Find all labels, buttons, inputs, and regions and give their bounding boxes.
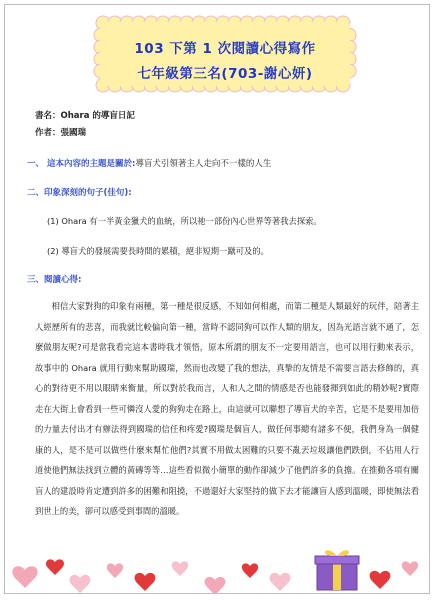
quote-2: (2) 導盲犬的發展需要長時間的累積，絕非短期一蹴可及的。 — [47, 246, 269, 256]
title-line-2: 七年級第三名(703-謝心妍) — [137, 66, 313, 82]
document-page — [4, 4, 430, 594]
quote-1: (1) Ohara 有一半黃金獵犬的血統，所以祂一部份內心世界等著我去探索。 — [47, 216, 322, 226]
book-title: 書名：Ohara 的導盲日記 — [35, 111, 135, 121]
heart-icon — [12, 566, 37, 588]
essay-paragraph: 相信大家對狗的印象有兩種，第一種是很反感，不知如何相處，而第二種是人類最好的玩伴，陪著主人經歷所有的悲喜，而我就比較偏向第一種，當時不認同狗可以作人類的朋友，因為光語言就不通了，怎麼做朋友呢?可是當我看完這本書時我才領悟，原本所謂的朋友不一定要用語言，也可以用行動來表示，故事中的 Ohara 就用行動來幫助國瑞，然而也改變了我的想法，真摯的友情是不需要言語去修飾的，真心的對待更不用以眼睛來衡量，所以對於我而言，人和人之間的情感是否也能發揮到如此的精妙呢?實際走在大街上會看到一些可憐沒人愛的狗狗走在路上，由這就可以聯想了導盲犬的辛苦，它是不是要用加倍的力量去付出才有辦法得到國瑞的信任和疼愛?國瑞是個盲人，做任何事總有諸多不便，我們身為一個健康的人，是不是可以做些什麼來幫忙他們?其實不用做太困難的只要不亂丟垃圾讓他們跌倒，不佔用人行道使他們無法找到立體的黃磚等等…這些看似微小簡單的動作卻減少了他們許多的負擔。在推動各項有關盲人的建設時肯定遭到許多的困難和阻撓，不過還好大家堅持的做下去才能讓盲人感到溫暖，即使無法看到世上的美，卻可以感受到事間的溫暖。 — [35, 301, 419, 516]
hearts-decoration-icon — [5, 540, 430, 594]
section-1-answer: 導盲犬引領著主人走向不一樣的人生 — [135, 159, 272, 169]
section-2-heading: 二、印象深刻的句子(佳句): — [27, 188, 132, 198]
gift-box-icon — [315, 550, 359, 590]
book-author: 作者：張國瑞 — [35, 128, 87, 138]
title-line-1: 103 下第 1 次閱讀心得寫作 — [134, 41, 316, 57]
title-banner — [93, 15, 357, 93]
section-3-heading: 三、閱讀心得: — [27, 275, 82, 285]
section-1-heading — [27, 157, 271, 169]
section-1-label: 一、 這本內容的主題是關於: — [27, 159, 136, 169]
